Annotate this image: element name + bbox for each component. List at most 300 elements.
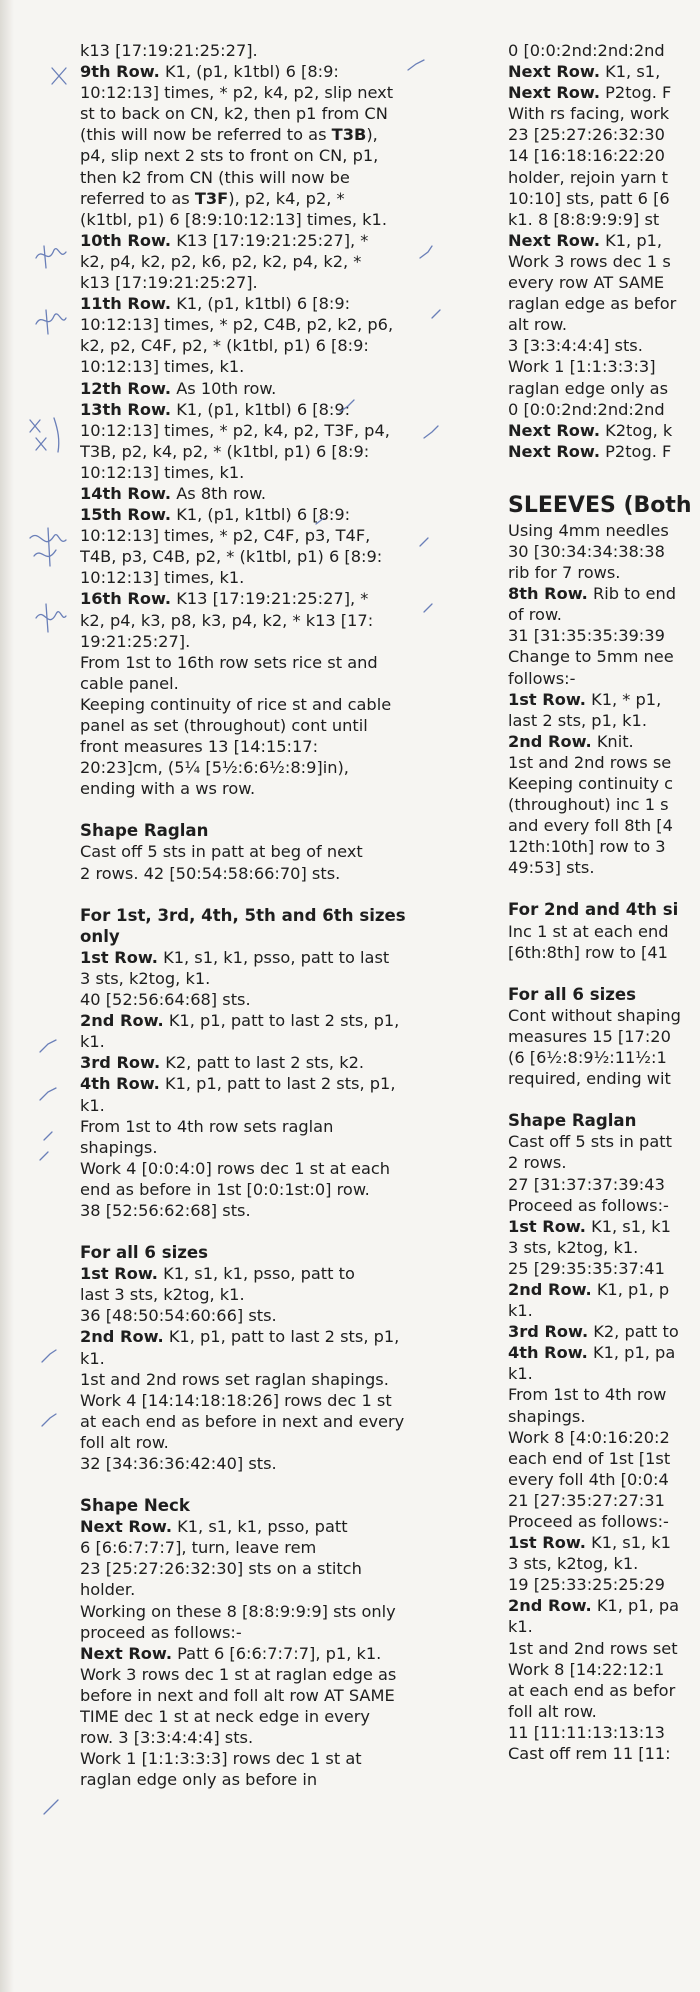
row-label: 1st Row. [508, 1533, 586, 1553]
text-line [508, 815, 700, 836]
instruction-text: K1, s1, k1, psso, patt [172, 1517, 348, 1537]
instruction-text: holder, rejoin yarn t [508, 167, 669, 187]
instruction-text: K2, patt to last 2 sts, k2. [160, 1053, 365, 1073]
text-line [508, 1595, 700, 1616]
instruction-text: P2tog. F [600, 441, 672, 461]
row-label: 13th Row. [80, 399, 172, 419]
text-line [508, 61, 700, 82]
instruction-text: p4, slip next 2 sts to front on CN, p1, [80, 146, 379, 166]
text-line [80, 145, 498, 166]
text-line [508, 1131, 700, 1152]
pen-tick-mark [40, 1088, 56, 1100]
pen-tick-mark [42, 1350, 56, 1362]
instruction-text: K1, s1, k1, psso, patt to [157, 1264, 355, 1284]
instruction-text: foll alt row. [80, 1432, 169, 1452]
subheading: only [80, 926, 120, 946]
instruction-text: 20:23]cm, (5¼ [5½:6:6½:8:9]in), [80, 758, 349, 778]
text-line [80, 1095, 498, 1116]
text-line [508, 399, 700, 420]
instruction-text: referred to as [80, 188, 195, 208]
text-line [80, 1411, 498, 1432]
row-label: 1st Row. [508, 689, 586, 709]
row-label: 14th Row. [80, 483, 172, 503]
instruction-text: 0 [0:0:2nd:2nd:2nd [508, 399, 665, 419]
instruction-text: 2 rows. 42 [50:54:58:66:70] sts. [80, 863, 341, 883]
instruction-text: and every foll 8th [4 [508, 816, 673, 836]
instruction-text: 10:10] sts, patt 6 [6 [508, 188, 670, 208]
text-line [80, 652, 498, 673]
text-line [80, 504, 498, 525]
text-line [508, 1616, 700, 1637]
text-line [80, 546, 498, 567]
instruction-text: 10:12:13] times, * p2, k4, p2, slip next [80, 83, 394, 103]
instruction-text: With rs facing, work [508, 104, 670, 124]
instruction-text: every row AT SAME [508, 273, 665, 293]
page-binding-shadow [0, 0, 14, 1992]
row-label: Next Row. [80, 1643, 172, 1663]
text-line [508, 689, 700, 710]
instruction-text: before in next and foll alt row AT SAME [80, 1685, 395, 1705]
instruction-text: follows:- [508, 668, 576, 688]
text-line [80, 525, 498, 546]
text-line [508, 335, 700, 356]
instruction-text: 1st and 2nd rows set raglan shapings. [80, 1369, 389, 1389]
text-line [508, 1532, 700, 1553]
instruction-text: k1. [80, 1348, 105, 1368]
subheading: For 2nd and 4th si [508, 900, 679, 920]
instruction-text: k1. [508, 1301, 533, 1321]
row-label: 2nd Row. [80, 1327, 164, 1347]
text-line [80, 420, 498, 441]
instruction-text: k1. 8 [8:8:9:9:9] st [508, 209, 660, 229]
instruction-text: 21 [27:35:27:27:31 [508, 1490, 665, 1510]
text-line [80, 1390, 498, 1411]
text-line [80, 188, 498, 209]
text-line [508, 356, 700, 377]
text-line [80, 673, 498, 694]
pen-tick-mark [40, 1040, 56, 1052]
text-line [508, 103, 700, 124]
instruction-text: 11 [11:11:13:13:13 [508, 1722, 665, 1742]
text-line [508, 1300, 700, 1321]
instruction-text: Cont without shaping [508, 1005, 681, 1025]
instruction-text: 2 rows. [508, 1153, 567, 1173]
text-line [80, 1558, 498, 1579]
text-line [508, 921, 700, 942]
instruction-text: K1, s1, k1 [585, 1216, 671, 1236]
instruction-text: raglan edge only as [508, 378, 669, 398]
abbreviation-term: T3F [194, 188, 229, 208]
text-line [508, 1553, 700, 1574]
instruction-text: K1, s1, k1, psso, patt to last [157, 947, 390, 967]
instruction-text: 36 [48:50:54:60:66] sts. [80, 1306, 277, 1326]
instruction-text: 23 [25:27:26:32:30 [508, 125, 665, 145]
text-line [80, 1432, 498, 1453]
instruction-text: Work 1 [1:1:3:3:3] rows dec 1 st at [80, 1749, 362, 1769]
text-line [80, 40, 498, 61]
instruction-text: 19 [25:33:25:25:29 [508, 1575, 665, 1595]
instruction-text: Work 4 [0:0:4:0] rows dec 1 st at each [80, 1158, 391, 1178]
instruction-text: of row. [508, 605, 562, 625]
instruction-text: raglan edge only as before in [80, 1770, 318, 1790]
text-line [508, 378, 700, 399]
instruction-text: 3 sts, k2tog, k1. [508, 1554, 639, 1574]
instruction-text: 14 [16:18:16:22:20 [508, 146, 665, 166]
row-label: Next Row. [508, 62, 600, 82]
text-line [508, 668, 700, 689]
text-line [80, 989, 498, 1010]
instruction-text: k1. [508, 1364, 533, 1384]
text-line [80, 1622, 498, 1643]
text-line [508, 583, 700, 604]
instruction-text: 6 [6:6:7:7:7], turn, leave rem [80, 1538, 317, 1558]
paragraph-gap [80, 884, 498, 905]
abbreviation-term: T3B [331, 125, 367, 145]
left-column [80, 40, 498, 1790]
text-line [508, 1743, 700, 1764]
instruction-text: Working on these 8 [8:8:9:9:9] sts only [80, 1601, 396, 1621]
text-line [80, 715, 498, 736]
text-line [508, 857, 700, 878]
paragraph-gap [80, 799, 498, 820]
instruction-text: K1, p1, patt to last 2 sts, p1, [159, 1074, 396, 1094]
row-label: 4th Row. [508, 1343, 588, 1363]
row-label: Next Row. [508, 83, 600, 103]
pen-tick-mark [40, 1152, 48, 1160]
row-label: 10th Row. [80, 230, 172, 250]
instruction-text: K1, p1, patt to last 2 sts, p1, [163, 1011, 400, 1031]
text-line [80, 1453, 498, 1474]
text-line [80, 947, 498, 968]
instruction-text: (k1tbl, p1) 6 [8:9:10:12:13] times, k1. [80, 209, 387, 229]
text-line [508, 710, 700, 731]
text-line [508, 520, 700, 541]
instruction-text: proceed as follows:- [80, 1622, 242, 1642]
text-line [508, 836, 700, 857]
text-line [508, 1047, 700, 1068]
text-line [508, 1068, 700, 1089]
instruction-text: K1, (p1, k1tbl) 6 [8:9: [171, 505, 351, 525]
text-line [80, 567, 498, 588]
text-line [508, 1680, 700, 1701]
instruction-text: 3 sts, k2tog, k1. [80, 968, 211, 988]
instruction-text: at each end as before in next and every [80, 1411, 405, 1431]
text-line [80, 272, 498, 293]
text-line [80, 335, 498, 356]
subheading: For all 6 sizes [80, 1243, 209, 1263]
instruction-text: 3 sts, k2tog, k1. [508, 1237, 639, 1257]
text-line [508, 1511, 700, 1532]
text-line [80, 1685, 498, 1706]
instruction-text: row. 3 [3:3:4:4:4] sts. [80, 1728, 254, 1748]
instruction-text: Change to 5mm nee [508, 647, 674, 667]
text-line [508, 1384, 700, 1405]
text-line [80, 1052, 498, 1073]
text-line [508, 145, 700, 166]
subheading: Shape Neck [80, 1496, 190, 1516]
text-line [80, 314, 498, 335]
row-label: Next Row. [508, 230, 600, 250]
instruction-text: Cast off rem 11 [11: [508, 1744, 671, 1764]
row-label: 2nd Row. [80, 1011, 164, 1031]
text-line [508, 40, 700, 61]
instruction-text: last 2 sts, p1, k1. [508, 710, 647, 730]
instruction-text: K1, p1, pa [591, 1596, 680, 1616]
instruction-text: As 10th row. [171, 378, 277, 398]
instruction-text: last 3 sts, k2tog, k1. [80, 1285, 245, 1305]
text-line [80, 1579, 498, 1600]
instruction-text: end as before in 1st [0:0:1st:0] row. [80, 1179, 370, 1199]
instruction-text: 1st and 2nd rows set [508, 1638, 678, 1658]
instruction-text: Work 8 [14:22:12:1 [508, 1659, 665, 1679]
instruction-text: Inc 1 st at each end [508, 921, 669, 941]
instruction-text: cable panel. [80, 673, 179, 693]
text-line [80, 778, 498, 799]
instruction-text: K2tog, k [600, 420, 673, 440]
text-line [508, 1574, 700, 1595]
subheading: For all 6 sizes [508, 984, 637, 1004]
text-line [80, 1284, 498, 1305]
instruction-text: k2, p2, C4F, p2, * (k1tbl, p1) 6 [8:9: [80, 336, 369, 356]
instruction-text: T4B, p3, C4B, p2, * (k1tbl, p1) 6 [8:9: [80, 547, 383, 567]
text-line [508, 1469, 700, 1490]
instruction-text: front measures 13 [14:15:17: [80, 737, 319, 757]
text-line [80, 378, 498, 399]
instruction-text: 1st and 2nd rows se [508, 752, 672, 772]
instruction-text: ), [366, 125, 378, 145]
instruction-text: K2, patt to [588, 1322, 679, 1342]
text-line [80, 1664, 498, 1685]
subheading: Shape Raglan [80, 821, 209, 841]
text-line [508, 1152, 700, 1173]
instruction-text: 25 [29:35:35:37:41 [508, 1258, 665, 1278]
text-line [508, 1490, 700, 1511]
text-line [508, 420, 700, 441]
text-line [80, 1769, 498, 1790]
instruction-text: raglan edge as befor [508, 294, 677, 314]
instruction-text: 19:21:25:27]. [80, 631, 191, 651]
text-line [508, 562, 700, 583]
pen-tick-mark [42, 1414, 56, 1426]
text-line [80, 483, 498, 504]
instruction-text: K1, (p1, k1tbl) 6 [8:9: [171, 294, 351, 314]
instruction-text: 27 [31:37:37:39:43 [508, 1174, 665, 1194]
instruction-text: ), p2, k4, p2, * [228, 188, 345, 208]
instruction-text: shapings. [508, 1406, 586, 1426]
text-line [80, 399, 498, 420]
text-line [508, 1638, 700, 1659]
instruction-text: 23 [25:27:26:32:30] sts on a stitch [80, 1559, 362, 1579]
text-line [80, 1031, 498, 1052]
instruction-text: 0 [0:0:2nd:2nd:2nd [508, 41, 665, 60]
text-line [508, 314, 700, 335]
text-line [508, 82, 700, 103]
pen-scribble-mark [30, 418, 59, 452]
instruction-text: Keeping continuity of rice st and cable [80, 694, 392, 714]
instruction-text: Work 8 [4:0:16:20:2 [508, 1427, 670, 1447]
text-line [508, 1237, 700, 1258]
instruction-text: K1, (p1, k1tbl) 6 [8:9: [171, 399, 351, 419]
text-line [508, 1448, 700, 1469]
text-line [508, 1321, 700, 1342]
instruction-text: 10:12:13] times, * p2, C4F, p3, T4F, [80, 526, 371, 546]
text-line [508, 1279, 700, 1300]
instruction-text: foll alt row. [508, 1701, 597, 1721]
instruction-text: 10:12:13] times, k1. [80, 462, 245, 482]
text-line [80, 694, 498, 715]
text-line [508, 1195, 700, 1216]
instruction-text: K1, p1, [600, 230, 663, 250]
instruction-text: 3 [3:3:4:4:4] sts. [508, 336, 643, 356]
text-line [80, 1137, 498, 1158]
instruction-text: T3B, p2, k4, p2, * (k1tbl, p1) 6 [8:9: [80, 441, 370, 461]
paragraph-gap [508, 878, 700, 899]
text-line [80, 610, 498, 631]
text-line [80, 1537, 498, 1558]
instruction-text: 10:12:13] times, k1. [80, 568, 245, 588]
text-line [508, 441, 700, 462]
subheading: For 1st, 3rd, 4th, 5th and 6th sizes [80, 905, 406, 925]
text-line [80, 1748, 498, 1769]
text-line [80, 1179, 498, 1200]
text-line [80, 1706, 498, 1727]
instruction-text: k13 [17:19:21:25:27]. [80, 41, 258, 60]
instruction-text: Knit. [591, 731, 634, 751]
row-label: 2nd Row. [508, 731, 592, 751]
text-line [508, 942, 700, 963]
paragraph-gap [508, 1089, 700, 1110]
row-label: 1st Row. [508, 1216, 586, 1236]
row-label: 3rd Row. [508, 1322, 589, 1342]
instruction-text: Work 3 rows dec 1 st at raglan edge as [80, 1664, 397, 1684]
text-line [80, 230, 498, 251]
text-line [80, 1348, 498, 1369]
row-label: 15th Row. [80, 505, 172, 525]
instruction-text: (6 [6½:8:9½:11½:1 [508, 1048, 667, 1068]
instruction-text: Work 3 rows dec 1 s [508, 251, 671, 271]
text-line [508, 794, 700, 815]
text-line [80, 1116, 498, 1137]
paragraph-gap [508, 963, 700, 984]
section-gap [508, 462, 700, 492]
text-line [508, 1363, 700, 1384]
text-line [80, 588, 498, 609]
instruction-text: 10:12:13] times, * p2, C4B, p2, k2, p6, [80, 315, 394, 335]
row-label: Next Row. [508, 441, 600, 461]
text-line [80, 356, 498, 377]
row-label: 2nd Row. [508, 1279, 592, 1299]
pen-scribble-mark [30, 528, 66, 566]
instruction-text: Proceed as follows:- [508, 1512, 669, 1531]
instruction-text: ending with a ws row. [80, 779, 256, 799]
text-line [80, 251, 498, 272]
row-label: Next Row. [508, 420, 600, 440]
row-label: 3rd Row. [80, 1053, 161, 1073]
pen-cross-mark [52, 68, 66, 84]
text-line [80, 82, 498, 103]
instruction-text: K13 [17:19:21:25:27], * [171, 589, 369, 609]
text-line [80, 1305, 498, 1326]
text-line [80, 841, 498, 862]
text-line [508, 251, 700, 272]
instruction-text: k13 [17:19:21:25:27]. [80, 273, 258, 293]
text-line [80, 167, 498, 188]
row-label: 16th Row. [80, 589, 172, 609]
instruction-text: Patt 6 [6:6:7:7:7], p1, k1. [172, 1643, 382, 1663]
text-line [508, 230, 700, 251]
instruction-text: (throughout) inc 1 s [508, 795, 669, 815]
text-line [508, 1659, 700, 1680]
text-line [80, 1200, 498, 1221]
text-line [508, 1701, 700, 1722]
instruction-text: at each end as befor [508, 1680, 676, 1700]
text-line [80, 1369, 498, 1390]
instruction-text: 31 [31:35:35:39:39 [508, 626, 665, 646]
row-label: 1st Row. [80, 947, 158, 967]
instruction-text: holder. [80, 1580, 136, 1600]
instruction-text: every foll 4th [0:0:4 [508, 1469, 669, 1489]
text-line [508, 209, 700, 230]
instruction-text: measures 15 [17:20 [508, 1026, 671, 1046]
text-line [80, 631, 498, 652]
row-label: 8th Row. [508, 584, 588, 604]
text-line [80, 1073, 498, 1094]
pen-tick-mark [44, 1132, 52, 1140]
instruction-text: 32 [34:36:36:42:40] sts. [80, 1454, 277, 1473]
text-line [508, 188, 700, 209]
text-line [508, 167, 700, 188]
text-line [508, 293, 700, 314]
text-line [80, 103, 498, 124]
paragraph-gap [80, 1474, 498, 1495]
text-line [80, 1727, 498, 1748]
right-column [508, 40, 700, 1764]
instruction-text: Work 4 [14:14:18:18:26] rows dec 1 st [80, 1390, 392, 1410]
pen-scribble-mark [36, 246, 66, 268]
instruction-text: Work 1 [1:1:3:3:3] [508, 357, 656, 377]
instruction-text: Using 4mm needles [508, 520, 669, 540]
instruction-text: 49:53] sts. [508, 858, 595, 878]
instruction-text: rib for 7 rows. [508, 563, 621, 583]
text-line [80, 209, 498, 230]
text-line [508, 646, 700, 667]
instruction-text: 30 [30:34:34:38:38 [508, 541, 665, 561]
instruction-text: From 1st to 4th row sets raglan [80, 1116, 334, 1136]
instruction-text: 40 [52:56:64:68] sts. [80, 990, 251, 1010]
instruction-text: K1, s1, k1 [585, 1533, 671, 1553]
instruction-text: required, ending wit [508, 1069, 671, 1089]
row-label: Next Row. [80, 1517, 172, 1537]
instruction-text: k2, p4, k2, p2, k6, p2, k2, p4, k2, * [80, 251, 362, 271]
text-line [80, 1601, 498, 1622]
text-line [508, 1026, 700, 1047]
text-line [80, 124, 498, 145]
instruction-text: each end of 1st [1st [508, 1448, 671, 1468]
text-line [508, 541, 700, 562]
instruction-text: k2, p4, k3, p8, k3, p4, k2, * k13 [17: [80, 610, 374, 630]
instruction-text: Cast off 5 sts in patt [508, 1132, 672, 1152]
instruction-text: K1, (p1, k1tbl) 6 [8:9: [159, 62, 339, 82]
instruction-text: P2tog. F [600, 83, 672, 103]
text-line [80, 1643, 498, 1664]
text-line [80, 968, 498, 989]
instruction-text: As 8th row. [171, 483, 267, 503]
text-line [80, 441, 498, 462]
row-label: 9th Row. [80, 62, 160, 82]
instruction-text: 38 [52:56:62:68] sts. [80, 1200, 251, 1220]
text-line [508, 1722, 700, 1743]
instruction-text: 12th:10th] row to 3 [508, 837, 666, 857]
